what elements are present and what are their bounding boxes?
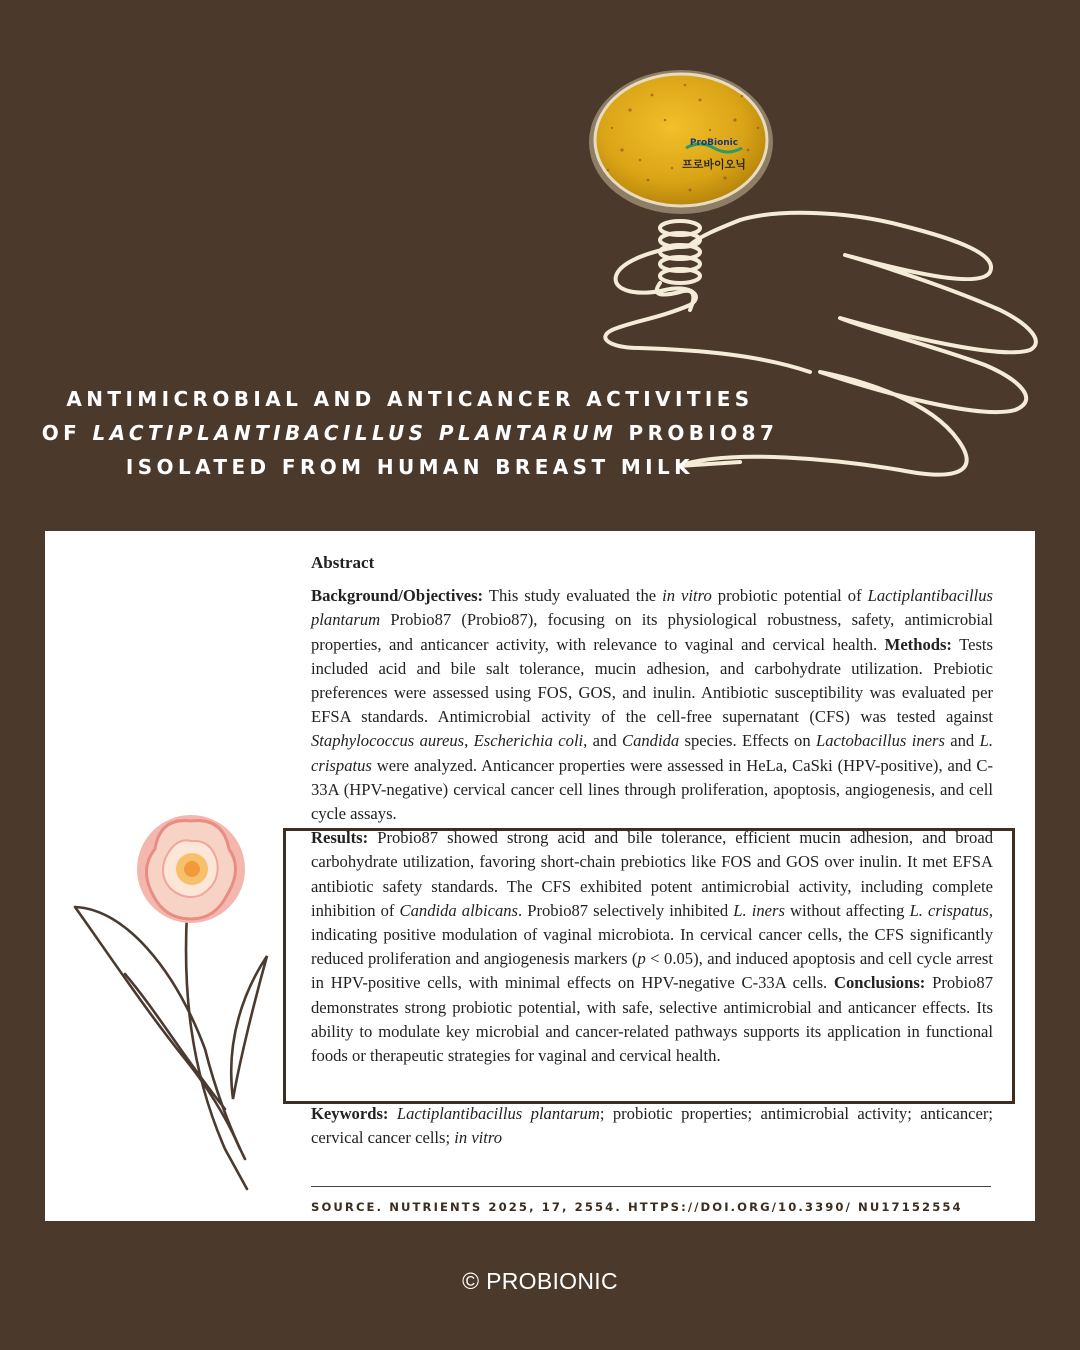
abstract-text: Probio87 demonstrates strong probiotic potential, with safe, selective antimicrobial and anticancer effects. Its ability to modulate key microbial and cancer-related pathways supports its application in functional foods or therapeutic strategies for vaginal and cervical health. bbox=[311, 973, 993, 1066]
abstract-text: Probio87 (Probio87), focusing on its physiological robustness, safety, antimicrobial properties, and anticancer activity, with relevance to vaginal and cervical health. bbox=[311, 610, 993, 654]
abstract-italic: Lactobacillus iners bbox=[816, 731, 945, 751]
divider bbox=[311, 1186, 991, 1187]
abstract-text: . Probio87 selectively inhibited bbox=[518, 900, 734, 920]
keywords-paragraph bbox=[311, 1102, 993, 1150]
flower-icon bbox=[65, 809, 305, 1209]
abstract-text: < 0.05), and induced apoptosis and cell cycle arrest in HPV-positive cells, with minimal effects on HPV-negative C-33A cells. bbox=[311, 949, 993, 993]
abstract-text: without affecting bbox=[784, 900, 910, 920]
abstract-text: , bbox=[464, 731, 474, 751]
abstract-text: , and bbox=[583, 731, 623, 751]
title-species: LACTIPLANTIBACILLUS PLANTARUM bbox=[92, 421, 618, 445]
abstract-text: , indicating positive modulation of vaginal microbiota. In cervical cancer cells, the CFS significantly reduced proliferation and angiogenesis markers ( bbox=[311, 900, 994, 969]
abstract-italic: Escherichia coli bbox=[473, 731, 584, 751]
title-line-2-suffix: PROBIO87 bbox=[617, 421, 779, 445]
methods-label: Methods: bbox=[884, 634, 952, 654]
title-line-1: ANTIMICROBIAL AND ANTICANCER ACTIVITIES bbox=[66, 387, 754, 411]
abstract-card bbox=[45, 531, 1035, 1221]
abstract-italic: p bbox=[637, 949, 646, 969]
abstract-text: were analyzed. Anticancer properties were assessed in HeLa, CaSki (HPV-positive), and C-33A (HPV-negative) cervical cancer cell lines through proliferation, apoptosis, angiogenesis, and cell cycle assays. bbox=[311, 755, 993, 824]
abstract-text: ; probiotic properties; antimicrobial activity; anticancer; cervical cancer cells; bbox=[311, 1104, 993, 1148]
results-paragraph bbox=[311, 826, 993, 1068]
page-title bbox=[40, 382, 780, 484]
flower-bloom-icon bbox=[137, 815, 245, 923]
copyright-footer: © PROBIONIC bbox=[462, 1268, 618, 1294]
abstract-italic: in vitro bbox=[454, 1128, 503, 1148]
abstract-text: Tests included acid and bile salt tolerance, mucin adhesion, and carbohydrate utilization. Prebiotic preferences were assessed using FOS, GOS, and inulin. Antibiotic susceptibility was evaluated per EFSA standards. Antimicrobial activity of the cell-free supernatant (CFS) was tested against bbox=[311, 634, 993, 727]
spring-icon bbox=[657, 221, 700, 310]
abstract-italic: L. iners bbox=[733, 900, 785, 920]
results-label: Results: bbox=[311, 828, 369, 848]
abstract-italic: Lactiplantibacillus plantarum bbox=[311, 586, 993, 630]
abstract-body bbox=[311, 584, 993, 826]
abstract-italic: L. crispatus bbox=[909, 900, 989, 920]
abstract-text: probiotic potential of bbox=[711, 586, 868, 606]
background-label: Background/Objectives: bbox=[311, 586, 484, 606]
abstract-italic: Lactiplantibacillus plantarum bbox=[396, 1104, 600, 1124]
abstract-italic: in vitro bbox=[662, 586, 712, 606]
title-line-2-prefix: OF bbox=[41, 421, 93, 445]
petri-dish-icon bbox=[589, 70, 773, 214]
conclusions-label: Conclusions: bbox=[834, 973, 926, 993]
dish-korean-label: 프로바이오닉 bbox=[682, 158, 746, 171]
dish-brand-label: ProBionic bbox=[689, 138, 739, 148]
abstract-italic: L. crispatus bbox=[311, 731, 993, 775]
title-line-3: ISOLATED FROM HUMAN BREAST MILK bbox=[125, 455, 695, 479]
keywords-label: Keywords: bbox=[311, 1104, 389, 1124]
abstract-text: species. Effects on bbox=[679, 731, 816, 751]
abstract-italic: Staphylococcus aureus bbox=[311, 731, 465, 751]
abstract-italic: Candida bbox=[622, 731, 680, 751]
abstract-section bbox=[311, 551, 993, 1151]
abstract-italic: Candida albicans bbox=[399, 900, 519, 920]
abstract-text: and bbox=[944, 731, 980, 751]
abstract-text: This study evaluated the bbox=[483, 586, 663, 606]
title-line-2 bbox=[40, 416, 780, 450]
abstract-text: Probio87 showed strong acid and bile tolerance, efficient mucin adhesion, and broad carbohydrate utilization, favoring short-chain prebiotics like FOS and GOS over inulin. It met EFSA antibiotic safety standards. The CFS exhibited potent antimicrobial activity, including complete inhibition of bbox=[311, 828, 993, 920]
source-citation: SOURCE. NUTRIENTS 2025, 17, 2554. HTTPS://DOI.ORG/10.3390/ NU17152554 bbox=[311, 1200, 963, 1214]
abstract-heading: Abstract bbox=[311, 553, 375, 572]
